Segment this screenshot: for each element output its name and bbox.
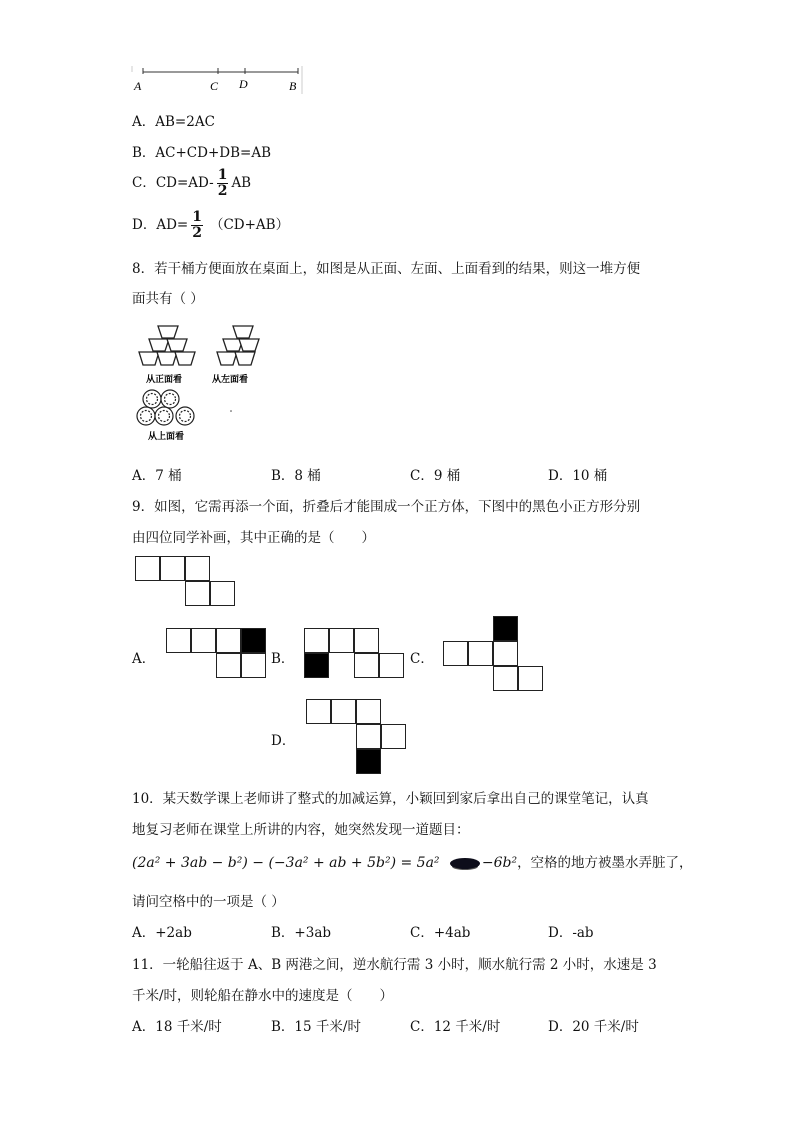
base-net — [135, 556, 245, 608]
q9-stem-line2: 由四位同学补画，其中正确的是（ ） — [132, 530, 375, 546]
q9-option-a-net — [166, 628, 270, 680]
q11-stem-line1: 11．一轮船往返于 A、B 两港之间，逆水航行需 3 小时，顺水航行需 2 小时，水速是 3 — [132, 957, 657, 973]
q8-option-b: B．8 桶 — [271, 468, 321, 484]
q8-option-c: C．9 桶 — [410, 468, 461, 484]
q7-option-d — [132, 210, 289, 241]
q9-stem-line1: 9．如图，它需再添一个面，折叠后才能围成一个正方体，下图中的黑色小正方形分别 — [132, 499, 641, 515]
view-left-label: 从左面看 — [212, 375, 249, 385]
q10-stem-line4: 请问空格中的一项是（ ） — [132, 894, 285, 910]
q8-stem-line1: 8．若干桶方便面放在桌面上，如图是从正面、左面、上面看到的结果，则这一堆方便 — [132, 261, 641, 277]
q10-expression-right: −6b² — [481, 855, 518, 871]
q11-option-b: B．15 千米/时 — [271, 1019, 361, 1035]
q9-option-d-label: D． — [271, 733, 296, 749]
q7-option-c-prefix: C．CD=AD- — [132, 175, 214, 191]
point-a-label: A — [134, 79, 142, 93]
point-d-label: D — [239, 77, 248, 91]
q10-option-b: B．+3ab — [271, 925, 332, 941]
q8-stem-line2: 面共有（ ） — [132, 291, 204, 307]
q9-option-a-label: A． — [132, 651, 156, 667]
q9-option-d-net — [306, 699, 410, 777]
ink-blot — [450, 858, 480, 869]
q10-stem-line2: 地复习老师在课堂上所讲的内容，她突然发现一道题目： — [132, 822, 470, 838]
q10-expression-row — [132, 851, 693, 871]
q11-option-d: D．20 千米/时 — [548, 1019, 639, 1035]
fraction: $\frac{1}{2}$ — [217, 167, 228, 199]
q7-option-b: B．AC+CD+DB=AB — [132, 145, 272, 161]
q11-option-c: C．12 千米/时 — [410, 1019, 501, 1035]
point-b-label: B — [289, 79, 297, 93]
view-top-label: 从上面看 — [148, 432, 185, 442]
q10-stem-line1: 10．某天数学课上老师讲了整式的加减运算，小颖回到家后拿出自己的课堂笔记，认真 — [132, 791, 649, 807]
point-c-label: C — [210, 79, 219, 93]
q9-option-c-net — [443, 616, 547, 694]
q7-option-c-suffix: AB — [231, 175, 252, 191]
q10-option-a: A．+2ab — [132, 925, 192, 941]
q7-option-a: A．AB=2AC — [132, 114, 215, 130]
q9-option-c-label: C． — [410, 651, 434, 667]
segment-figure — [128, 62, 308, 96]
q11-stem-line2: 千米/时，则轮船在静水中的速度是（ ） — [132, 988, 394, 1004]
q10-option-c: C．+4ab — [410, 925, 471, 941]
q11-option-a: A．18 千米/时 — [132, 1019, 222, 1035]
q10-expression-left: (2a² + 3ab − b²) − (−3a² + ab + 5b²) = 5a² — [132, 855, 440, 871]
q10-expression-tail: ，空格的地方被墨水弄脏了， — [517, 855, 693, 871]
q8-option-d: D．10 桶 — [548, 468, 608, 484]
fraction: $\frac{1}{2}$ — [192, 209, 202, 241]
q7-option-c — [132, 168, 251, 199]
q8-option-a: A．7 桶 — [132, 468, 182, 484]
three-views-figure — [134, 322, 264, 444]
q7-option-d-prefix: D．AD= — [132, 217, 189, 233]
q9-option-b-label: B． — [271, 651, 295, 667]
view-front-label: 从正面看 — [146, 375, 183, 385]
q9-option-b-net — [304, 628, 408, 680]
q10-option-d: D．-ab — [548, 925, 594, 941]
q7-option-d-suffix: （CD+AB） — [209, 217, 290, 233]
